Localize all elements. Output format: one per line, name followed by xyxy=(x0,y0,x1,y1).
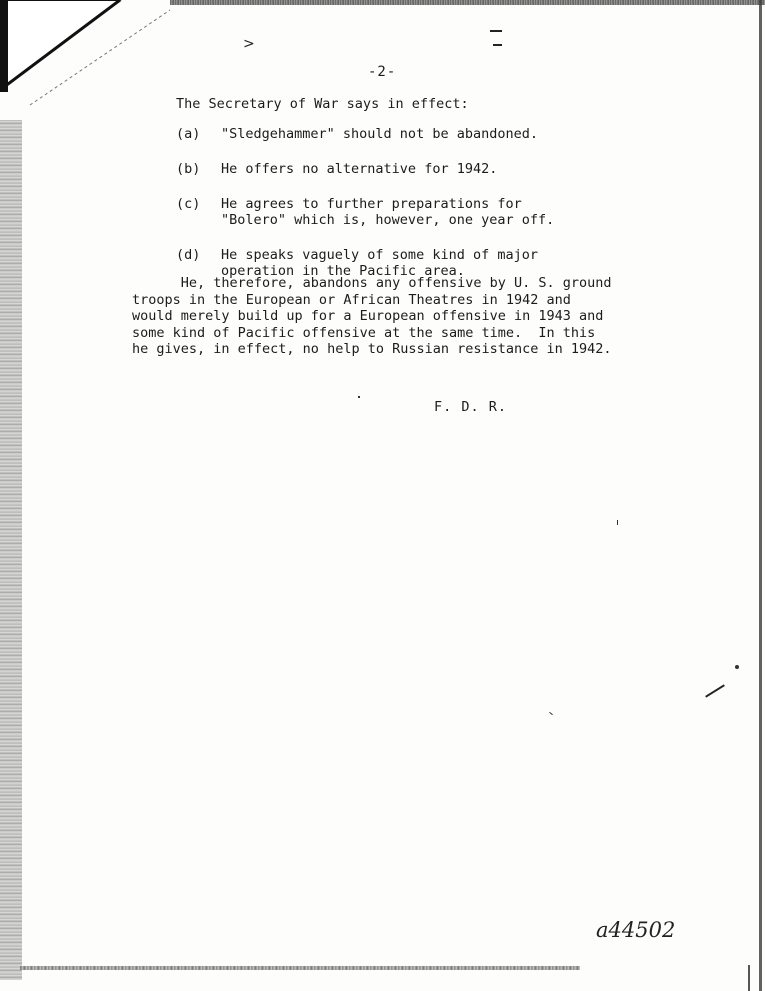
item-label: (d) xyxy=(176,247,201,263)
scan-right-edge xyxy=(759,0,762,991)
scan-left-edge xyxy=(0,120,22,980)
body-paragraph: He, therefore, abandons any offensive by U. S. ground troops in the European or African Theatres in 1942 and would merely build up for a European offensive in 1943 and some kind of Pacific offensive at the same time. In this he gives, in effect, no help to Russian resistance in 1942. xyxy=(132,275,612,357)
folded-corner-icon xyxy=(0,0,180,110)
signature-initials: F. D. R. xyxy=(434,399,508,415)
pen-mark-arrow: > xyxy=(243,36,255,52)
item-text: He agrees to further preparations for "Bolero" which is, however, one year off. xyxy=(221,196,555,228)
item-text: "Sledgehammer" should not be abandoned. xyxy=(221,126,538,142)
list-item xyxy=(176,196,646,228)
pen-mark-dash xyxy=(490,30,502,32)
handwritten-archive-number: a44502 xyxy=(596,918,676,942)
pen-mark-dash xyxy=(493,44,502,46)
scan-speck xyxy=(617,520,618,525)
item-text: He speaks vaguely of some kind of major operation in the Pacific area. xyxy=(221,247,538,279)
scan-speck xyxy=(549,712,553,715)
scan-speck xyxy=(705,684,725,697)
intro-line: The Secretary of War says in effect: xyxy=(176,96,469,112)
point-list xyxy=(176,126,646,298)
page-number: -2- xyxy=(368,64,397,80)
item-label: (c) xyxy=(176,196,201,212)
list-item xyxy=(176,161,646,177)
item-text: He offers no alternative for 1942. xyxy=(221,161,498,177)
scan-bottom-edge xyxy=(20,966,580,970)
scan-speck xyxy=(358,396,360,398)
item-label: (b) xyxy=(176,161,201,177)
scan-top-edge xyxy=(170,0,765,5)
scan-speck xyxy=(735,665,739,669)
list-item xyxy=(176,126,646,142)
item-label: (a) xyxy=(176,126,201,142)
scan-speck xyxy=(748,965,750,991)
